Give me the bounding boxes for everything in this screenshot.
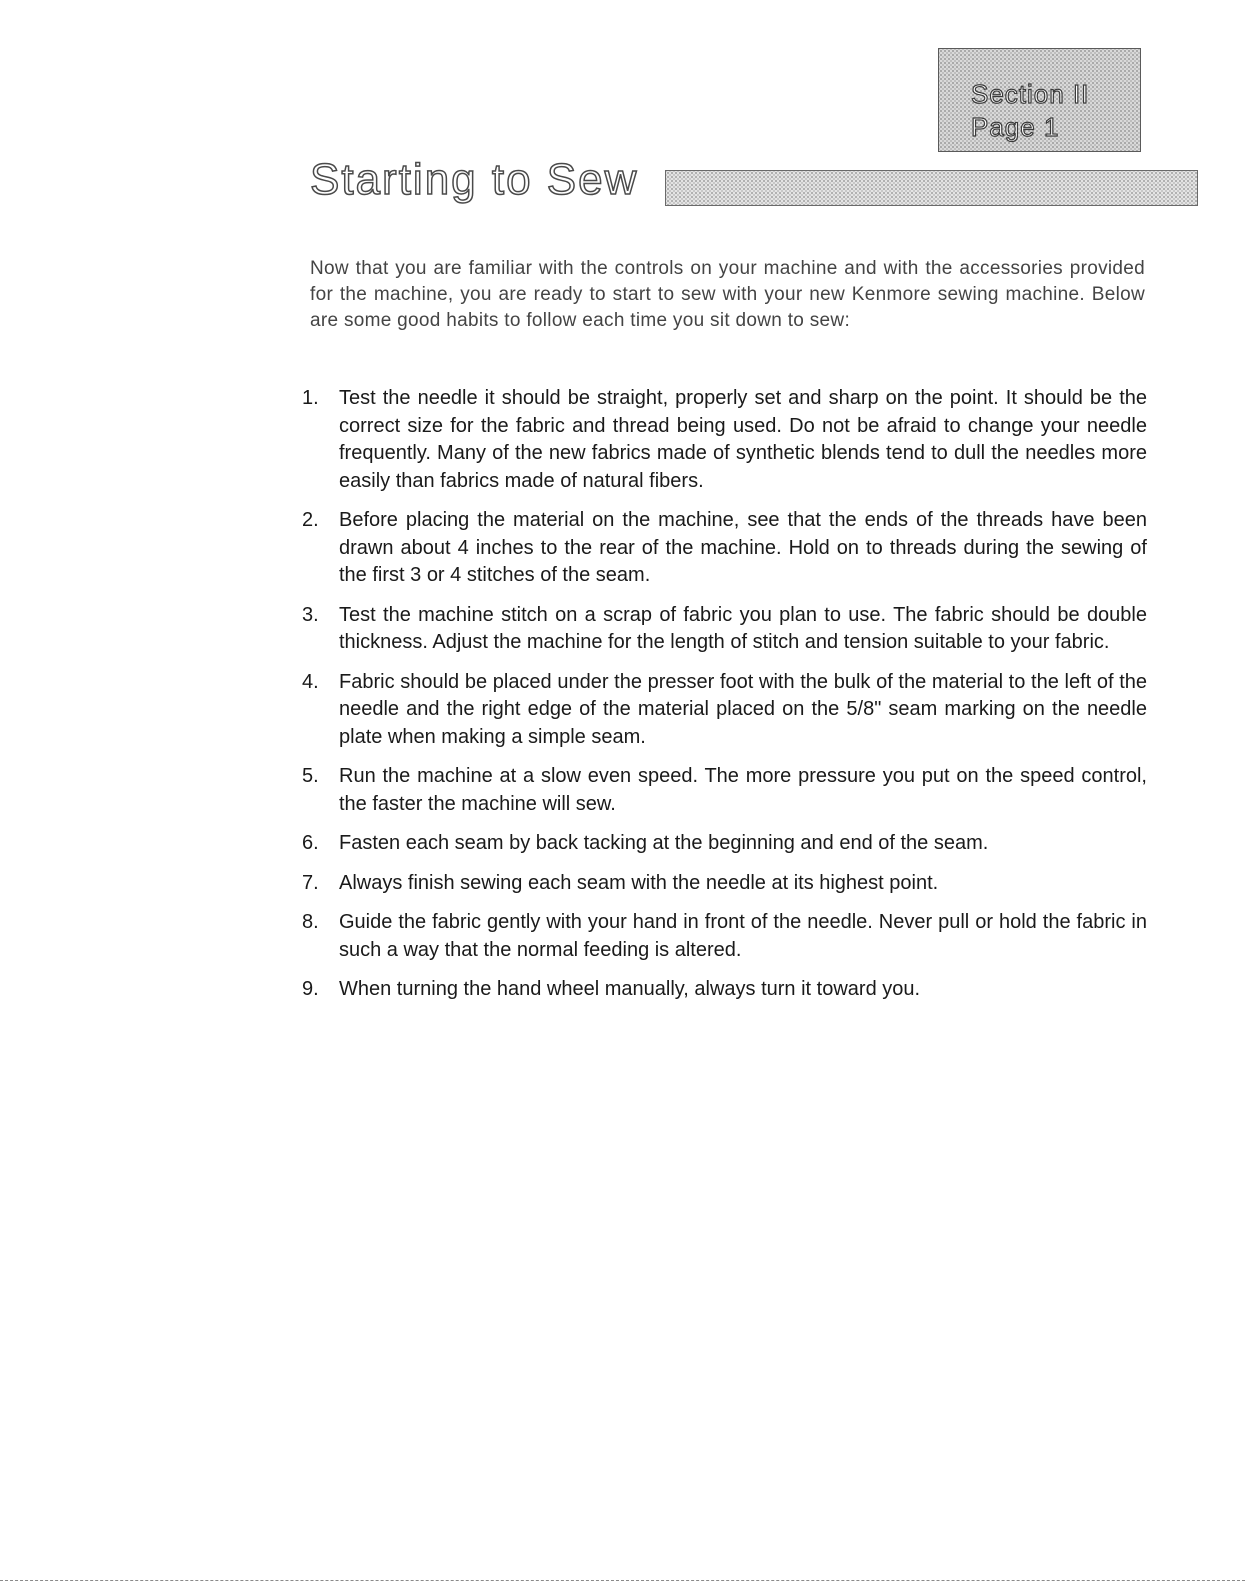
list-item-number: 2. [302,509,319,531]
list-item-text: Fasten each seam by back tacking at the beginning and end of the seam. [339,832,989,854]
list-item-text: When turning the hand wheel manually, always turn it toward you. [339,978,921,1000]
list-item-text: Fabric should be placed under the presser foot with the bulk of the material to the left of the needle and the right edge of the material placed on the 5/8" seam marking on the needle plate when making a simple seam. [339,670,1147,748]
list-item-text: Guide the fabric gently with your hand in front of the needle. Never pull or hold the fabric in such a way that the normal feeding is altered. [339,911,1147,961]
list-item [302,976,1147,1004]
list-item [302,870,1147,898]
list-item [302,909,1147,964]
page-edge-divider [0,1580,1245,1581]
list-item-text: Before placing the material on the machine, see that the ends of the threads have been drawn about 4 inches to the rear of the machine. Hold on to threads during the sewing of the first 3 or 4 stitches of the seam. [339,509,1147,586]
list-item-number: 5. [302,765,319,787]
section-label: Section II [971,79,1090,109]
title-decorative-bar [665,170,1198,206]
page-label: Page 1 [971,112,1060,142]
list-item-number: 8. [302,911,319,933]
list-item [302,830,1147,858]
habits-list [302,385,1147,1016]
page-title: Starting to Sew [310,155,639,204]
list-item-number: 1. [302,387,319,409]
list-item-number: 9. [302,978,319,1000]
list-item-text: Always finish sewing each seam with the needle at its highest point. [339,871,939,894]
list-item [302,602,1147,657]
list-item-number: 4. [302,670,319,693]
list-item-text: Test the needle it should be straight, properly set and sharp on the point. It should be the correct size for the fabric and thread being used. Do not be afraid to change your needle frequently. Many of the new fabrics made of synthetic blends tend to dull the needles more easily than fabrics made of natural fibers. [339,387,1147,492]
list-item [302,385,1147,495]
list-item [302,507,1147,590]
intro-paragraph: Now that you are familiar with the controls on your machine and with the accessories provided for the machine, you are ready to start to sew with your new Kenmore sewing machine. Below are some good habits to follow each time you sit down to sew: [310,258,1145,331]
list-item-number: 7. [302,871,319,894]
list-item-text: Run the machine at a slow even speed. The more pressure you put on the speed control, the faster the machine will sew. [339,765,1147,815]
list-item-text: Test the machine stitch on a scrap of fabric you plan to use. The fabric should be double thickness. Adjust the machine for the length of stitch and tension suitable to your fabric. [339,603,1147,653]
section-page-badge [938,48,1141,152]
list-item [302,669,1147,752]
list-item [302,763,1147,818]
list-item-number: 6. [302,832,319,854]
list-item-number: 3. [302,603,319,626]
